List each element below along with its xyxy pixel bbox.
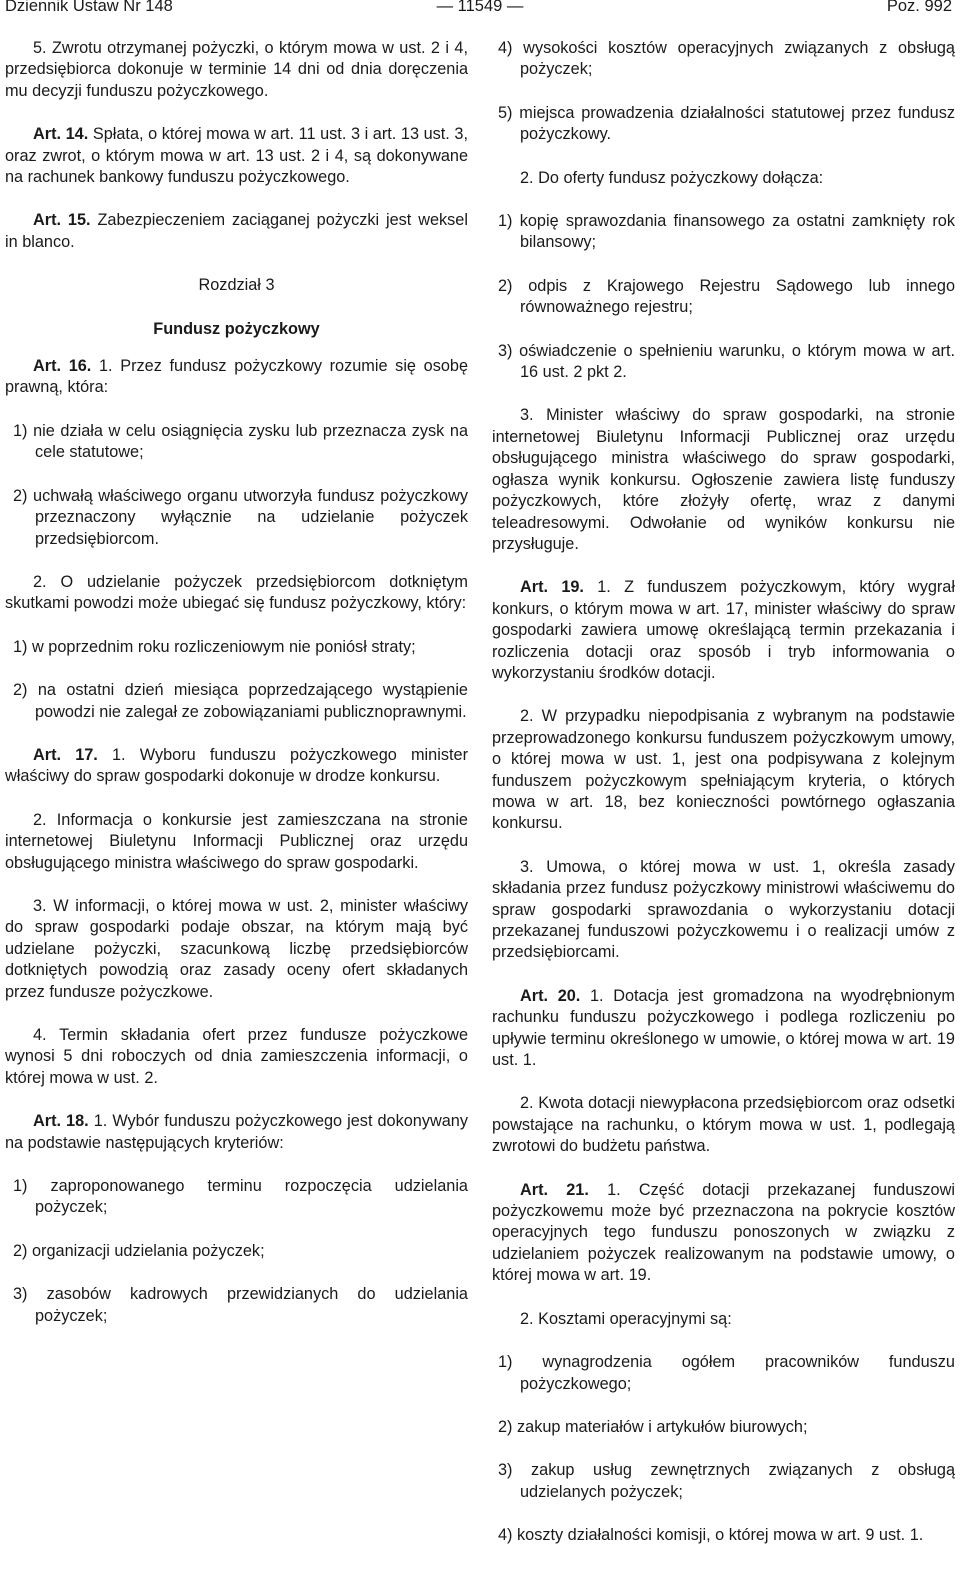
paragraph: 3. W informacji, o której mowa w ust. 2, minister właściwy do spraw gospodarki podaje obszar, na którym mają być udzielane pożyczki, szacunkową liczbę przedsiębiorców dotkniętych powodzią oraz zasady oceny ofert składanych przez fundusze pożyczkowe. [5,896,468,1001]
article-label: Art. 21. [520,1180,589,1199]
left-column [5,38,468,1349]
list-item: 4) koszty działalności komisji, o której mowa w art. 9 ust. 1. [498,1526,924,1545]
paragraph: 2. W przypadku niepodpisania z wybranym na podstawie przeprowadzonego konkursu funduszem pożyczkowym umowy, o której mowa w ust. 1, jest ona podpisywana z kolejnym funduszem pożyczkowym spełniającym kryteria, o których mowa w art. 18, bez konieczności powtórnego ogłaszania konkursu. [492,707,955,833]
paragraph: 2. O udzielanie pożyczek przedsiębiorcom dotkniętym skutkami powodzi może ubiegać się fundusz pożyczkowy, który: [5,572,468,613]
list-item: 3) oświadczenie o spełnieniu warunku, o którym mowa w art. 16 ust. 2 pkt 2. [498,341,955,382]
list-item: 1) nie działa w celu osiągnięcia zysku lub przeznacza zysk na cele statutowe; [13,421,468,462]
list-item: 5) miejsca prowadzenia działalności statutowej przez fundusz pożyczkowy. [498,103,955,144]
article-14 [5,124,468,188]
article-label: Art. 16. [33,357,92,376]
list-item: 2) organizacji udzielania pożyczek; [13,1241,265,1260]
article-text: 1. Z funduszem pożyczkowym, który wygrał konkurs, o którym mowa w art. 17, minister właściwy do spraw gospodarki zawiera umowę określającą termin przekazania i rozliczenia dotacji oraz sposób i tryb informowania o wykorzystaniu środków dotacji. [492,578,955,682]
article-label: Art. 15. [33,211,91,230]
article-label: Art. 17. [33,745,98,764]
paragraph: 2. Kosztami operacyjnymi są: [520,1309,732,1328]
article-text: 1. Dotacja jest gromadzona na wyodrębnionym rachunku funduszu pożyczkowego i podlega rozliczeniu po upływie terminu określonego w umowie, o której mowa w art. 19 ust. 1. [492,986,955,1070]
article-16 [5,356,468,399]
list-item: 1) w poprzednim roku rozliczeniowym nie poniósł straty; [13,637,416,656]
paragraph: 2. Kwota dotacji niewypłacona przedsiębiorcom oraz odsetki powstające na rachunku, o którym mowa w ust. 1, podlegają zwrotowi do budżetu państwa. [492,1094,955,1156]
article-label: Art. 19. [520,578,584,597]
chapter-number: Rozdział 3 [198,276,275,295]
article-label: Art. 18. [33,1112,89,1131]
journal-title: Dziennik Ustaw Nr 148 [5,0,173,15]
article-text: 1. Wybór funduszu pożyczkowego jest dokonywany na podstawie następujących kryteriów: [5,1112,468,1152]
article-15 [5,210,468,253]
right-column [492,38,955,1569]
page-header [0,0,960,20]
article-17 [5,745,468,788]
list-item: 1) kopię sprawozdania finansowego za ostatni zamknięty rok bilansowy; [498,212,955,252]
article-18 [5,1111,468,1154]
list-item: 1) wynagrodzenia ogółem pracowników funduszu pożyczkowego; [498,1353,955,1393]
list-item: 3) zakup usług zewnętrznych związanych z obsługą udzielanych pożyczek; [498,1461,955,1501]
list-item: 2) uchwałą właściwego organu utworzyła fundusz pożyczkowy przeznaczony wyłącznie na udzielanie pożyczek przedsiębiorcom. [13,486,468,548]
article-label: Art. 14. [33,125,89,144]
article-text: Zabezpieczeniem zaciąganej pożyczki jest weksel in blanco. [5,211,468,251]
list-item: 1) zaproponowanego terminu rozpoczęcia udzielania pożyczek; [13,1177,468,1217]
paragraph: 2. Informacja o konkursie jest zamieszczana na stronie internetowej Biuletynu Informacji Publicznej oraz urzędu obsługującego ministra właściwego do spraw gospodarki. [5,810,468,872]
article-text: 1. Część dotacji przekazanej funduszowi pożyczkowemu może być przeznaczona na pokrycie kosztów operacyjnych tego funduszu ponoszonych w związku z udzielaniem pożyczek realizowanym na podstawie umowy, o której mowa w art. 19. [492,1180,955,1285]
article-text: 1. Wyboru funduszu pożyczkowego minister właściwy do spraw gospodarki dokonuje w drodze konkursu. [5,745,468,786]
list-item: 2) odpis z Krajowego Rejestru Sądowego lub innego równoważnego rejestru; [498,276,955,317]
paragraph: 5. Zwrotu otrzymanej pożyczki, o którym mowa w ust. 2 i 4, przedsiębiorca dokonuje w terminie 14 dni od dnia doręczenia mu decyzji funduszu pożyczkowego. [5,39,468,100]
article-text: Spłata, o której mowa w art. 11 ust. 3 i art. 13 ust. 3, oraz zwrot, o którym mowa w art. 13 ust. 2 i 4, są dokonywane na rachunek bankowy funduszu pożyczkowego. [5,125,468,187]
paragraph: 2. Do oferty fundusz pożyczkowy dołącza: [520,168,824,187]
article-21 [492,1180,955,1287]
paragraph: 3. Umowa, o której mowa w ust. 1, określa zasady składania przez fundusz pożyczkowy ministrowi właściwemu do spraw gospodarki sprawozdania o wykorzystaniu dotacji przekazanej funduszowi pożyczkowemu i o realizacji umów z przedsiębiorcami. [492,857,955,962]
list-item: 4) wysokości kosztów operacyjnych związanych z obsługą pożyczek; [498,39,955,79]
paragraph: 4. Termin składania ofert przez fundusze pożyczkowe wynosi 5 dni roboczych od dnia zamieszczenia informacji, o której mowa w ust. 2. [5,1026,468,1087]
page-number: — 11549 — [436,0,524,15]
article-label: Art. 20. [520,986,581,1005]
paragraph: 3. Minister właściwy do spraw gospodarki, na stronie internetowej Biuletynu Informacji Publicznej oraz urzędu obsługującego ministra właściwego do spraw gospodarki, ogłasza wynik konkursu. Ogłoszenie zawiera listę funduszy pożyczkowych, które złożyły ofertę, wraz z danymi teleadresowymi. Odwołanie od wyników konkursu nie przysługuje. [492,406,955,553]
list-item: 2) na ostatni dzień miesiąca poprzedzającego wystąpienie powodzi nie zalegał ze zobowiązaniami publicznoprawnymi. [13,681,468,721]
list-item: 3) zasobów kadrowych przewidzianych do udzielania pożyczek; [13,1285,468,1325]
list-item: 2) zakup materiałów i artykułów biurowych; [498,1417,808,1436]
article-text: 1. Przez fundusz pożyczkowy rozumie się osobę prawną, która: [5,357,469,397]
chapter-title: Fundusz pożyczkowy [153,319,320,338]
position-number: Poz. 992 [886,0,952,15]
article-19 [492,577,955,684]
article-20 [492,986,955,1072]
